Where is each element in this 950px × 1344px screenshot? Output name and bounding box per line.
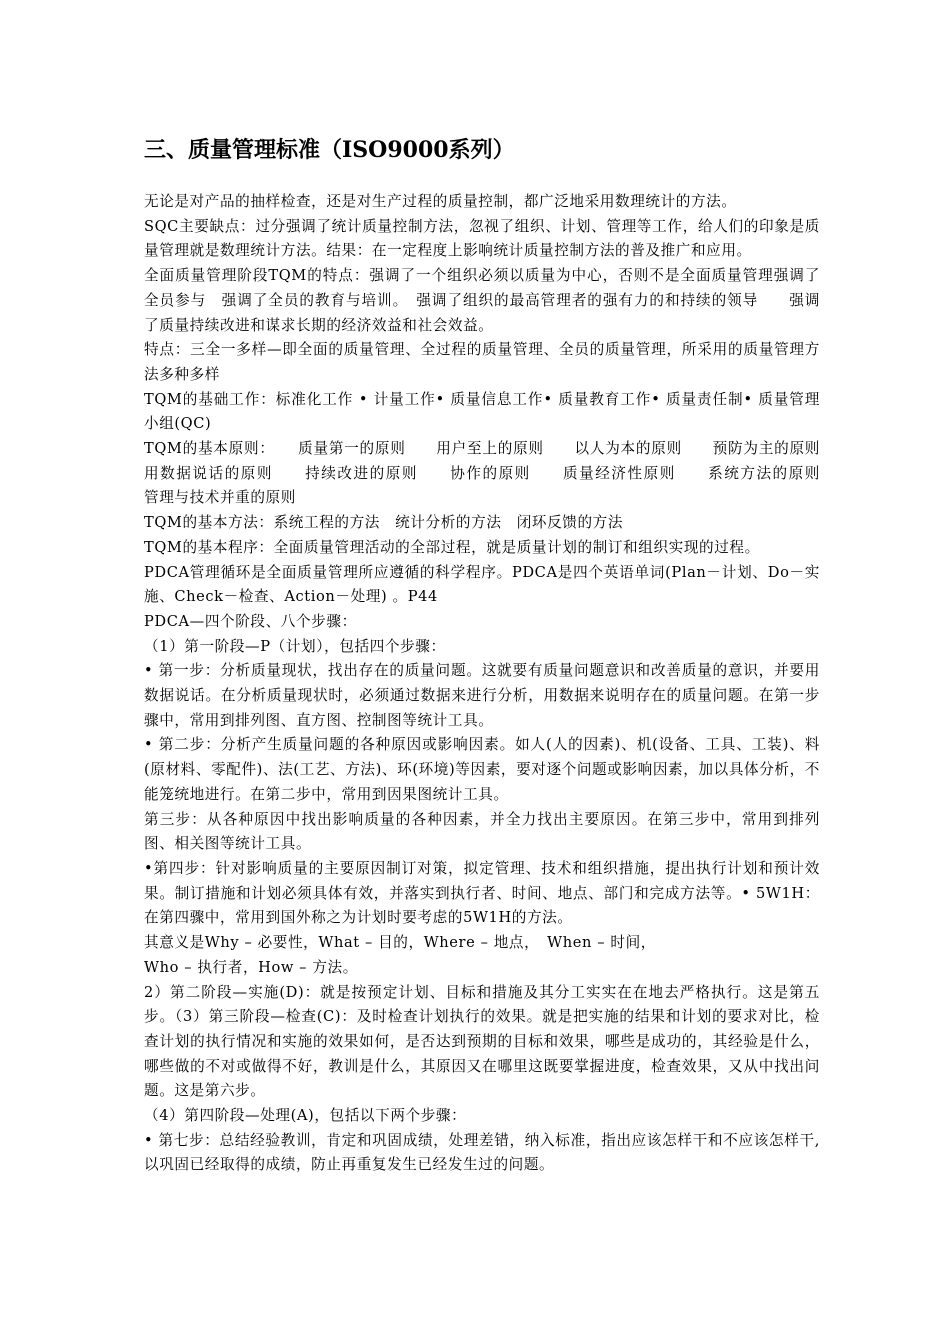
paragraph: TQM的基本方法：系统工程的方法 统计分析的方法 闭环反馈的方法 (144, 514, 624, 532)
paragraph: •第四步：针对影响质量的主要原因制订对策，拟定管理、技术和组织措施，提出执行计划和预计效果。制订措施和计划必须具体有效，并落实到执行者、时间、地点、部门和完成方法等。• 5W1H：在第四骤中，常用到国外称之为计划时要考虑的5W1H的方法。 (144, 859, 820, 927)
paragraph: PDCA管理循环是全面质量管理所应遵循的科学程序。PDCA是四个英语单词(Plan－计划、Do－实施、Check－检查、Action－处理) 。P44 (144, 563, 820, 606)
paragraph: • 第一步：分析质量现状，找出存在的质量问题。这就要有质量问题意识和改善质量的意识，并要用数据说话。在分析质量现状时，必须通过数据来进行分析，用数据来说明存在的质量问题。在第一步骤中，常用到排列图、直方图、控制图等统计工具。 (144, 662, 820, 729)
paragraph: • 第七步：总结经验教训，肯定和巩固成绩，处理差错，纳入标准，指出应该怎样干和不应该怎样干,以巩固已经取得的成绩，防止再重复发生已经发生过的问题。 (144, 1131, 820, 1174)
page-title: 三、质量管理标准（ISO9000系列） (144, 137, 515, 163)
paragraph: 无论是对产品的抽样检查，还是对生产过程的质量控制，都广泛地采用数理统计的方法。 (144, 193, 737, 210)
paragraph: 全面质量管理阶段TQM的特点：强调了一个组织必须以质量为中心，否则不是全面质量管理强调了全员参与 强调了全员的教育与培训。 强调了组织的最高管理者的强有力的和持续的领导 强调了质量持续改进和谋求长期的经济效益和社会效益。 (144, 267, 820, 334)
document-content (144, 132, 851, 1178)
paragraph: 2）第二阶段—实施(D)：就是按预定计划、目标和措施及其分工实实在在地去严格执行。这是第五步。（3）第三阶段—检查(C)：及时检查计划执行的效果。就是把实施的结果和计划的要求对比，检查计划的执行情况和实施的效果如何，是否达到预期的目标和效果，哪些是成功的，其经验是什么，哪些做的不对或做得不好，教训是什么，其原因又在哪里这既要掌握进度，检查效果，又从中找出问题。这是第六步。 (144, 983, 820, 1100)
paragraph: PDCA—四个阶段、八个步骤： (144, 612, 357, 630)
paragraph: TQM的基础工作：标准化工作 • 计量工作• 质量信息工作• 质量教育工作• 质量责任制• 质量管理小组(QC) (144, 390, 820, 433)
paragraph: （1）第一阶段—P（计划），包括四个步骤： (144, 637, 446, 655)
paragraph: 第三步：从各种原因中找出影响质量的各种因素，并全力找出主要原因。在第三步中，常用到排列图、相关图等统计工具。 (144, 810, 820, 853)
document-body (144, 190, 851, 1178)
paragraph: TQM的基本程序：全面质量管理活动的全部过程，就是质量计划的制订和组织实现的过程。 (144, 538, 760, 556)
paragraph: Who – 执行者，How – 方法。 (144, 958, 358, 976)
paragraph: 特点：三全一多样—即全面的质量管理、全过程的质量管理、全员的质量管理，所采用的质量管理方法多种多样 (144, 341, 820, 383)
paragraph: （4）第四阶段—处理(A)，包括以下两个步骤： (144, 1107, 467, 1125)
paragraph: SQC主要缺点：过分强调了统计质量控制方法，忽视了组织、计划、管理等工作，给人们的印象是质量管理就是数理统计方法。结果：在一定程度上影响统计质量控制方法的普及推广和应用。 (144, 217, 820, 260)
paragraph: TQM的基本原则： 质量第一的原则 用户至上的原则 以人为本的原则 预防为主的原则 用数据说话的原则 持续改进的原则 协作的原则 质量经济性原则 系统方法的原则 管理与技术并重的原则 (144, 440, 851, 507)
paragraph: 其意义是Why – 必要性，What – 目的，Where – 地点， When – 时间， (144, 934, 656, 952)
paragraph: • 第二步：分析产生质量问题的各种原因或影响因素。如人(人的因素)、机(设备、工具、工装)、料(原材料、零配件)、法(工艺、方法)、环(环境)等因素，要对逐个问题或影响因素，加以具体分析，不能笼统地进行。在第二步中，常用到因果图统计工具。 (144, 736, 820, 803)
